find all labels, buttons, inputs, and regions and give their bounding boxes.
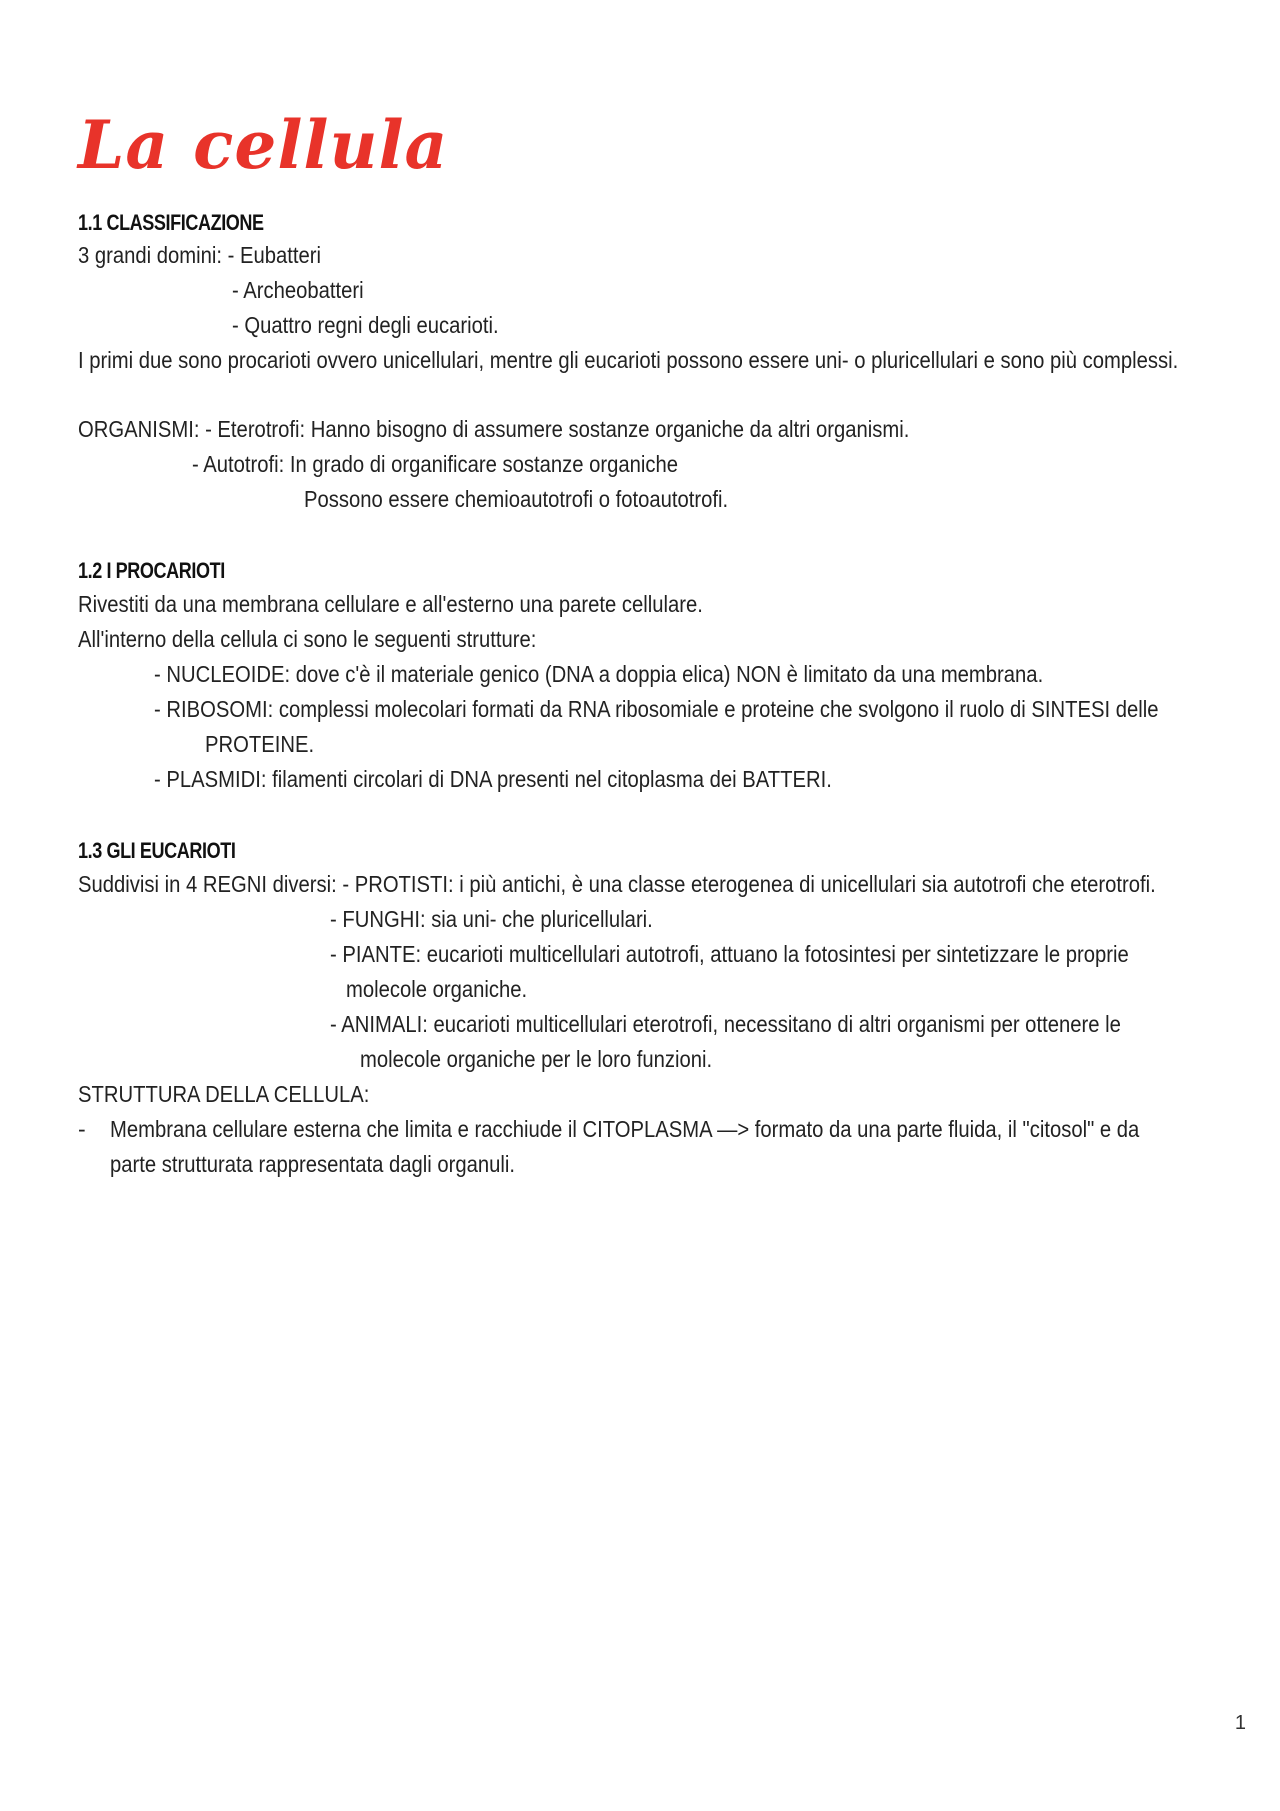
organismi-line: ORGANISMI: - Eterotrofi: Hanno bisogno di assumere sostanze organiche da altri organismi. [78, 416, 910, 442]
regni-item-continuation: molecole organiche per le loro funzioni. [360, 1046, 713, 1072]
domain-item: - Quattro regni degli eucarioti. [232, 312, 499, 338]
regni-item: - FUNGHI: sia uni- che pluricellulari. [330, 906, 653, 932]
organismi-item-continuation: Possono essere chemioautotrofi o fotoautotrofi. [304, 486, 729, 512]
bullet-dash: - [78, 1116, 86, 1142]
struttura-item-continuation: parte strutturata rappresentata dagli organuli. [110, 1151, 516, 1177]
structure-item: - NUCLEOIDE: dove c'è il materiale genico (DNA a doppia elica) NON è limitato da una membrana. [154, 661, 1044, 687]
struttura-heading: STRUTTURA DELLA CELLULA: [78, 1081, 370, 1107]
domain-item: - Archeobatteri [232, 277, 364, 303]
struttura-item: Membrana cellulare esterna che limita e racchiude il CITOPLASMA —> formato da una parte fluida, il "citosol" e da [110, 1116, 1140, 1142]
paragraph-line: All'interno della cellula ci sono le seguenti strutture: [78, 626, 537, 652]
regni-item-continuation: molecole organiche. [346, 976, 528, 1002]
page-number: 1 [1234, 1712, 1246, 1734]
domains-line: 3 grandi domini: - Eubatteri [78, 242, 322, 268]
section-heading-classificazione: 1.1 CLASSIFICAZIONE [78, 210, 264, 235]
structure-item: - PLASMIDI: filamenti circolari di DNA presenti nel citoplasma dei BATTERI. [154, 766, 832, 792]
regni-item: - ANIMALI: eucarioti multicellulari eterotrofi, necessitano di altri organismi per ottenere le [330, 1011, 1121, 1037]
section-heading-procarioti: 1.2 I PROCARIOTI [78, 558, 225, 583]
paragraph-line: I primi due sono procarioti ovvero unicellulari, mentre gli eucarioti possono essere uni- o pluricellulari e sono più complessi. [78, 347, 1179, 373]
page-title: La cellula [78, 106, 449, 184]
organismi-item: - Autotrofi: In grado di organificare sostanze organiche [192, 451, 679, 477]
regni-item: - PIANTE: eucarioti multicellulari autotrofi, attuano la fotosintesi per sintetizzare le proprie [330, 941, 1129, 967]
regni-line: Suddivisi in 4 REGNI diversi: - PROTISTI: i più antichi, è una classe eterogenea di unicellulari sia autotrofi che eterotrofi. [78, 871, 1156, 897]
paragraph-line: Rivestiti da una membrana cellulare e all'esterno una parete cellulare. [78, 591, 703, 617]
section-heading-eucarioti: 1.3 GLI EUCARIOTI [78, 838, 236, 863]
structure-item-continuation: PROTEINE. [205, 731, 315, 757]
structure-item: - RIBOSOMI: complessi molecolari formati da RNA ribosomiale e proteine che svolgono il ruolo di SINTESI delle [154, 696, 1159, 722]
